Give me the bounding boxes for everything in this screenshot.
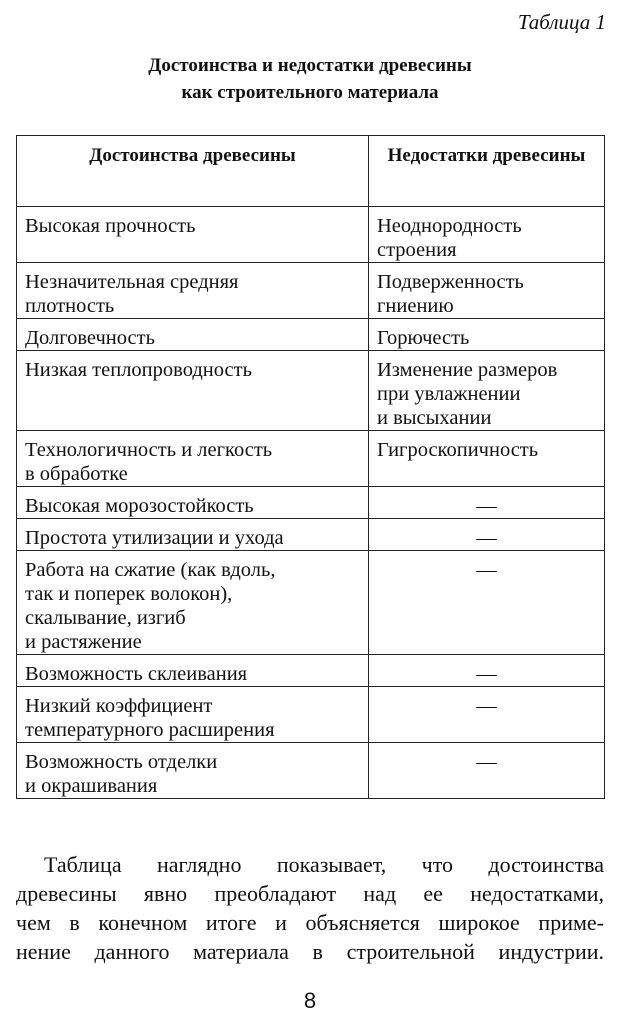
paragraph-line: Таблица наглядно показывает, что достоинства (44, 852, 604, 877)
table-header-row (17, 136, 605, 207)
advantage-cell (17, 743, 369, 799)
cell-line: Возможность отделки (25, 751, 218, 773)
table-row (17, 431, 605, 487)
advantage-cell (17, 431, 369, 487)
cell-line: — (476, 751, 497, 773)
cell-line: Подверженность (377, 271, 524, 293)
cell-line: Возможность склеивания (25, 663, 248, 685)
disadvantage-cell (369, 207, 605, 263)
header-advantages (17, 136, 369, 207)
cell-line: гниению (377, 295, 454, 317)
cell-line: Низкий коэффициент (25, 695, 213, 717)
disadvantage-cell (369, 743, 605, 799)
cell-line: при увлажнении (377, 383, 521, 405)
table-row (17, 207, 605, 263)
table-row (17, 551, 605, 655)
advantage-cell (17, 487, 369, 519)
caption-line: как строительного материала (181, 82, 439, 103)
table-row (17, 655, 605, 687)
table-caption (0, 52, 620, 106)
caption-line: Достоинства и недостатки древесины (148, 55, 472, 76)
cell-line: Высокая прочность (25, 215, 196, 237)
cell-line: Горючесть (377, 327, 470, 349)
paragraph-line: нение данного материала в строительной индустрии. (16, 939, 604, 964)
advantage-cell (17, 351, 369, 431)
header-line: Недостатки (387, 145, 488, 166)
paragraph-line: древесины явно преобладают над ее недостатками, (16, 881, 604, 906)
cell-line: Высокая морозостойкость (25, 495, 254, 517)
disadvantage-cell (369, 519, 605, 551)
wood-properties-table (16, 135, 605, 799)
disadvantage-cell (369, 551, 605, 655)
advantage-cell (17, 551, 369, 655)
advantage-cell (17, 263, 369, 319)
disadvantage-cell (369, 655, 605, 687)
table-row (17, 687, 605, 743)
cell-line: температурного расширения (25, 719, 275, 741)
advantage-cell (17, 319, 369, 351)
disadvantage-cell (369, 687, 605, 743)
cell-line: Гигроскопичность (377, 439, 539, 461)
disadvantage-cell (369, 263, 605, 319)
cell-line: Неоднородность (377, 215, 522, 237)
table-row (17, 319, 605, 351)
cell-line: Изменение размеров (377, 359, 558, 381)
table-row (17, 263, 605, 319)
advantage-cell (17, 519, 369, 551)
cell-line: плотность (25, 295, 115, 317)
cell-line: — (476, 695, 497, 717)
cell-line: скалывание, изгиб (25, 607, 186, 629)
cell-line: — (476, 663, 497, 685)
table-row (17, 351, 605, 431)
table-row (17, 487, 605, 519)
cell-line: и растяжение (25, 631, 142, 653)
cell-line: Незначительная средняя (25, 271, 239, 293)
header-line: древесины (203, 145, 296, 166)
cell-line: Низкая теплопроводность (25, 359, 252, 381)
cell-line: Простота утилизации и ухода (25, 527, 284, 549)
cell-line: строения (377, 239, 457, 261)
disadvantage-cell (369, 351, 605, 431)
body-paragraph (16, 850, 604, 966)
disadvantage-cell (369, 319, 605, 351)
cell-line: Долговечность (25, 327, 155, 349)
cell-line: так и поперек волокон), (25, 583, 233, 605)
header-line: Достоинства (89, 145, 199, 166)
page-number: 8 (303, 988, 317, 1013)
table-number-label: Таблица 1 (517, 10, 606, 34)
table-row (17, 743, 605, 799)
cell-line: в обработке (25, 463, 128, 485)
advantage-cell (17, 207, 369, 263)
table-body (17, 207, 605, 799)
cell-line: Работа на сжатие (как вдоль, (25, 559, 276, 581)
advantage-cell (17, 687, 369, 743)
disadvantage-cell (369, 431, 605, 487)
cell-line: — (476, 495, 497, 517)
paragraph-line: чем в конечном итоге и объясняется широкое приме- (16, 910, 604, 935)
table-row (17, 519, 605, 551)
header-disadvantages (369, 136, 605, 207)
disadvantage-cell (369, 487, 605, 519)
cell-line: и окрашивания (25, 775, 158, 797)
cell-line: — (476, 559, 497, 581)
cell-line: и высыхании (377, 407, 492, 429)
cell-line: — (476, 527, 497, 549)
advantage-cell (17, 655, 369, 687)
header-line: древесины (492, 145, 586, 166)
cell-line: Технологичность и легкость (25, 439, 273, 461)
